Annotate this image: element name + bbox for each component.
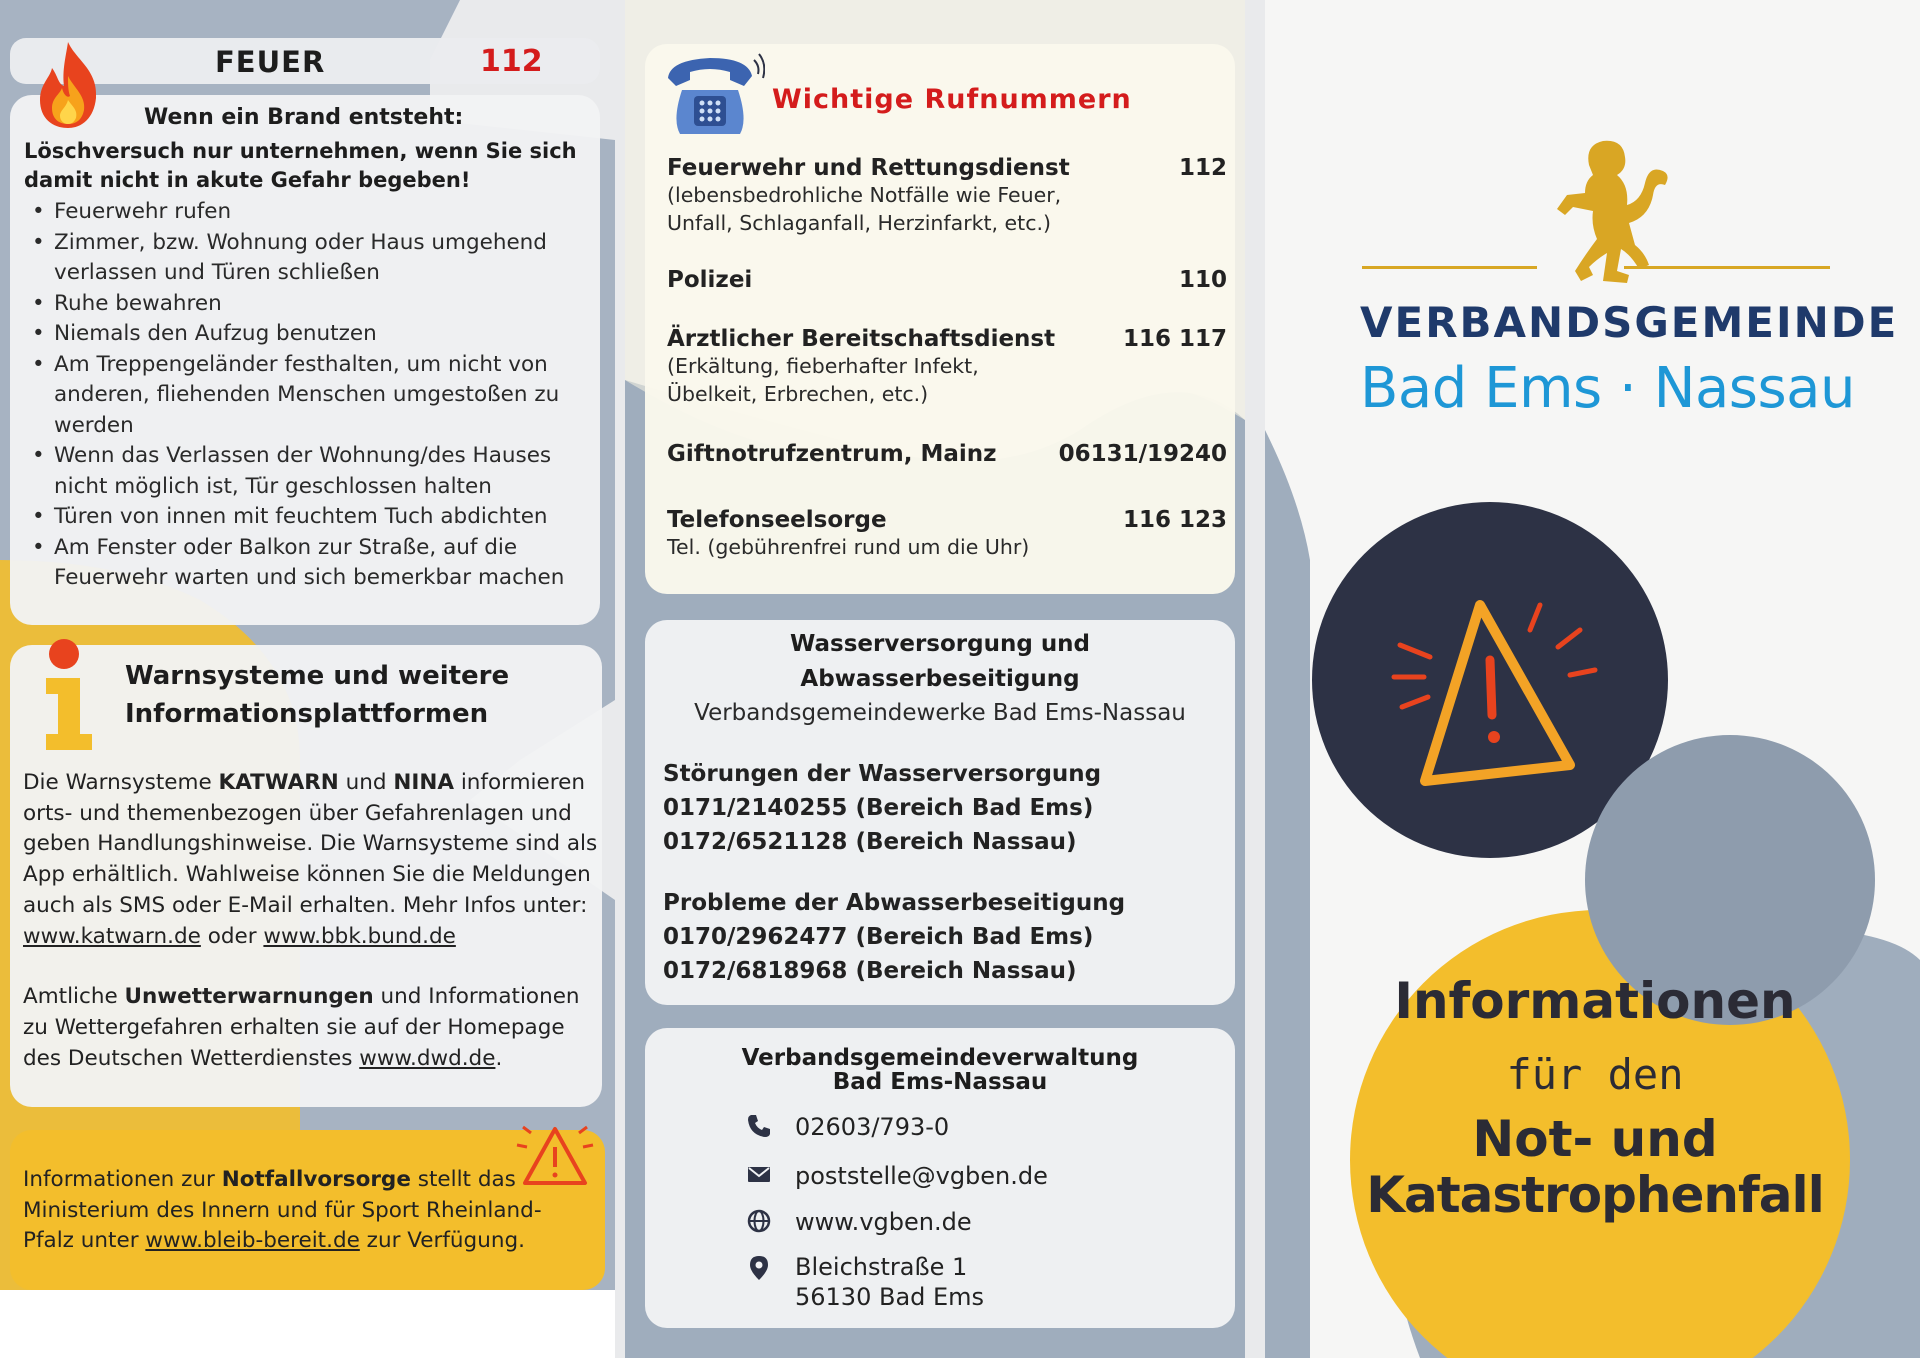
list-item: • Wenn das Verlassen der Wohnung/des Hauses nicht möglich ist, Tür geschlossen halten [24,441,586,502]
number-entry-bereitschaft: Ärztlicher Bereitschaftsdienst 116 117 (Erkältung, fieberhafter Infekt, Übelkeit, Erbrechen, etc.) [667,326,1227,406]
bleib-bereit-link[interactable]: www.bleib-bereit.de [145,1228,360,1254]
fire-warning: Löschversuch nur unternehmen, wenn Sie sich damit nicht in akute Gefahr begeben! [24,139,577,192]
warnsysteme-text: Die Warnsysteme KATWARN und NINA informieren orts- und themenbezogen über Gefahrenlagen und geben Handlungshinweise. Die Warnsysteme sind als App erhältlich. Wahlweise können Sie die Meldungen auch als SMS oder E-Mail erhalten. Mehr Infos unter: www.katwarn.de oder www.bbk.bund.de Amtliche Unwetterwarnungen und Informationen zu Wettergefahren erhalten sie auf der Homepage des Deutschen Wetterdienstes www.dwd.de. [23,770,598,1071]
cover-title-line3: Not- und [1472,1110,1718,1168]
dwd-link[interactable]: www.dwd.de [359,1045,496,1071]
verwaltung-title: Verbandsgemeindeverwaltung Bad Ems-Nassau [741,1045,1139,1095]
fire-instructions [24,197,586,594]
number-entry-polizei: Polizei 110 [667,267,1227,293]
rufnummern-title: Wichtige Rufnummern [772,84,1132,115]
admin-email[interactable]: poststelle@vgben.de [795,1162,1048,1190]
katwarn-link[interactable]: www.katwarn.de [23,923,201,949]
phone-number[interactable]: 0171/2140255 (Bereich Bad Ems) [663,795,1094,821]
phone-icon [745,1112,773,1140]
cover-title-line2: für den [1506,1050,1684,1099]
phone-number[interactable]: 06131/19240 [1058,441,1227,467]
brand-name-line1: VERBANDSGEMEINDE [1360,298,1899,347]
admin-address: Bleichstraße 1 56130 Bad Ems [795,1253,985,1311]
lion-logo-icon [1545,135,1675,285]
phone-number[interactable]: 116 117 [1122,326,1227,352]
wasser-subtitle: Verbandsgemeindewerke Bad Ems-Nassau [694,700,1186,726]
fire-subtitle: Wenn ein Brand entsteht: [144,105,464,130]
list-item: • Feuerwehr rufen [24,197,586,228]
bbk-link[interactable]: www.bbk.bund.de [263,923,456,949]
admin-website[interactable]: www.vgben.de [795,1208,972,1236]
location-pin-icon [745,1254,773,1282]
number-entry-giftnotruf: Giftnotrufzentrum, Mainz 06131/19240 [667,441,1227,467]
fire-icon [32,40,104,130]
phone-number[interactable]: 112 [1178,155,1227,181]
list-item: • Zimmer, bzw. Wohnung oder Haus umgehend verlassen und Türen schließen [24,228,586,289]
list-item: • Türen von innen mit feuchtem Tuch abdichten [24,502,586,533]
admin-phone[interactable]: 02603/793-0 [795,1113,950,1141]
fire-title: FEUER [215,45,326,79]
cover-title-line4: Katastrophenfall [1366,1166,1824,1224]
fire-card [10,95,600,625]
notfallvorsorge-text: Informationen zur Notfallvorsorge stellt das Ministerium des Innern und für Sport Rheinland-Pfalz unter www.bleib-bereit.de zur Verfügung. [23,1167,542,1254]
warning-triangle-icon [515,1115,595,1195]
phone-number[interactable]: 116 123 [1122,507,1227,533]
cover-title-line1: Informationen [1394,972,1796,1030]
warnsysteme-title: Warnsysteme und weitere Informationsplattformen [125,661,510,729]
telephone-icon [660,50,765,142]
number-entry-feuerwehr: Feuerwehr und Rettungsdienst 112 (lebensbedrohliche Notfälle wie Feuer, Unfall, Schlaganfall, Herzinfarkt, etc.) [667,155,1227,235]
wasser-title: Wasserversorgung und Abwasserbeseitigung [789,631,1091,692]
phone-number[interactable]: 110 [1178,267,1227,293]
phone-number[interactable]: 0172/6521128 (Bereich Nassau) [663,829,1077,855]
brand-divider-right [1624,266,1830,269]
mail-icon [745,1160,773,1188]
abwasser-probleme: Probleme der Abwasserbeseitigung 0170/2962477 (Bereich Bad Ems) 0172/6818968 (Bereich Nassau) [663,886,1125,988]
info-icon [40,638,102,756]
fire-number: 112 [480,44,543,79]
globe-icon [745,1207,773,1235]
list-item: • Ruhe bewahren [24,289,586,320]
wasser-stoerungen: Störungen der Wasserversorgung 0171/2140255 (Bereich Bad Ems) 0172/6521128 (Bereich Nassau) [663,757,1101,859]
list-item: • Am Fenster oder Balkon zur Straße, auf die Feuerwehr warten und sich bemerkbar machen [24,533,586,594]
brand-name-line2: Bad Ems · Nassau [1360,356,1855,421]
alarm-warning-icon [1380,585,1610,795]
list-item: • Am Treppengeländer festhalten, um nicht von anderen, fliehenden Menschen umgestoßen zu werden [24,350,586,442]
phone-number[interactable]: 0172/6818968 (Bereich Nassau) [663,958,1077,984]
list-item: • Niemals den Aufzug benutzen [24,319,586,350]
brand-divider-left [1362,266,1537,269]
phone-number[interactable]: 0170/2962477 (Bereich Bad Ems) [663,924,1094,950]
number-entry-seelsorge: Telefonseelsorge 116 123 Tel. (gebührenfrei rund um die Uhr) [667,507,1227,559]
